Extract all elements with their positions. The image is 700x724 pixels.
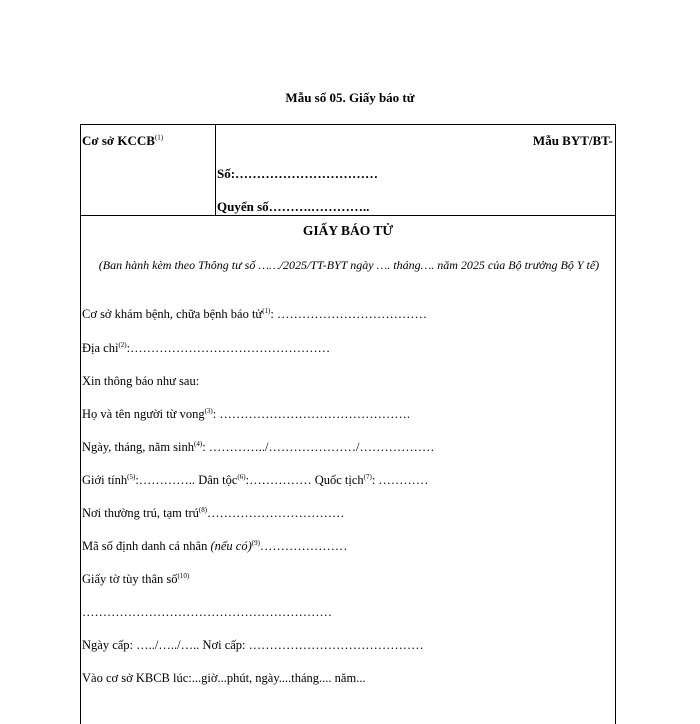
id-paper-dots: …………………………………………………… [82, 605, 332, 619]
id-paper-field: Giấy tờ tùy thân số$^{(10)}$ [82, 571, 190, 586]
form-code-title: Mẫu số 05. Giấy báo tử [285, 90, 415, 105]
facility-field: Cơ sở khám bệnh, chữa bệnh báo tử$^{(1)}$: ……………………………… [82, 306, 427, 321]
personal-id-field: Mã số định danh cá nhân (nếu có)$^{(9)}$………………… [82, 538, 348, 553]
book-number: Quyển số……….………….. [217, 199, 370, 214]
certificate-subtitle: (Ban hành kèm theo Thông tư số ……/2025/TT-BYT ngày …. tháng…. năm 2025 của Bộ trưởng Bộ Y tế) [98, 258, 600, 272]
template-code: Mẫu BYT/BT- [532, 133, 613, 148]
residence-field: Nơi thường trú, tạm trú$^{(8)}$…………………………… [82, 505, 345, 520]
admission-time-field: Vào cơ sở KBCB lúc:...giờ...phút, ngày....tháng.... năm... [82, 671, 366, 685]
intro-text: Xin thông báo như sau: [82, 374, 200, 388]
issue-date-field: Ngày cấp: …../…../….. Nơi cấp: …………………………………… [82, 638, 424, 652]
form-header [81, 125, 615, 216]
facility-header: Cơ sở KCCB$^{(1)}$ [82, 133, 164, 148]
demographics-field: Giới tính$^{(5)}$:………….. Dân tộc$^{(6)}$:…………… Quốc tịch$^{(7)}$: ………… [82, 472, 429, 487]
header-left-cell [81, 125, 216, 215]
death-notice-form [80, 124, 616, 724]
deceased-name-field: Họ và tên người từ vong$^{(3)}$: ………………………………………. [82, 406, 410, 421]
certificate-number: Số:…………………………… [217, 166, 379, 181]
date-of-birth-field: Ngày, tháng, năm $\sinh^{(4)}$: …………../…………………/……………… [82, 439, 435, 454]
certificate-title: GIẤY BÁO TỬ [302, 223, 394, 238]
address-field: Địa chỉ$^{(2)}$:………………………………………… [82, 340, 331, 355]
